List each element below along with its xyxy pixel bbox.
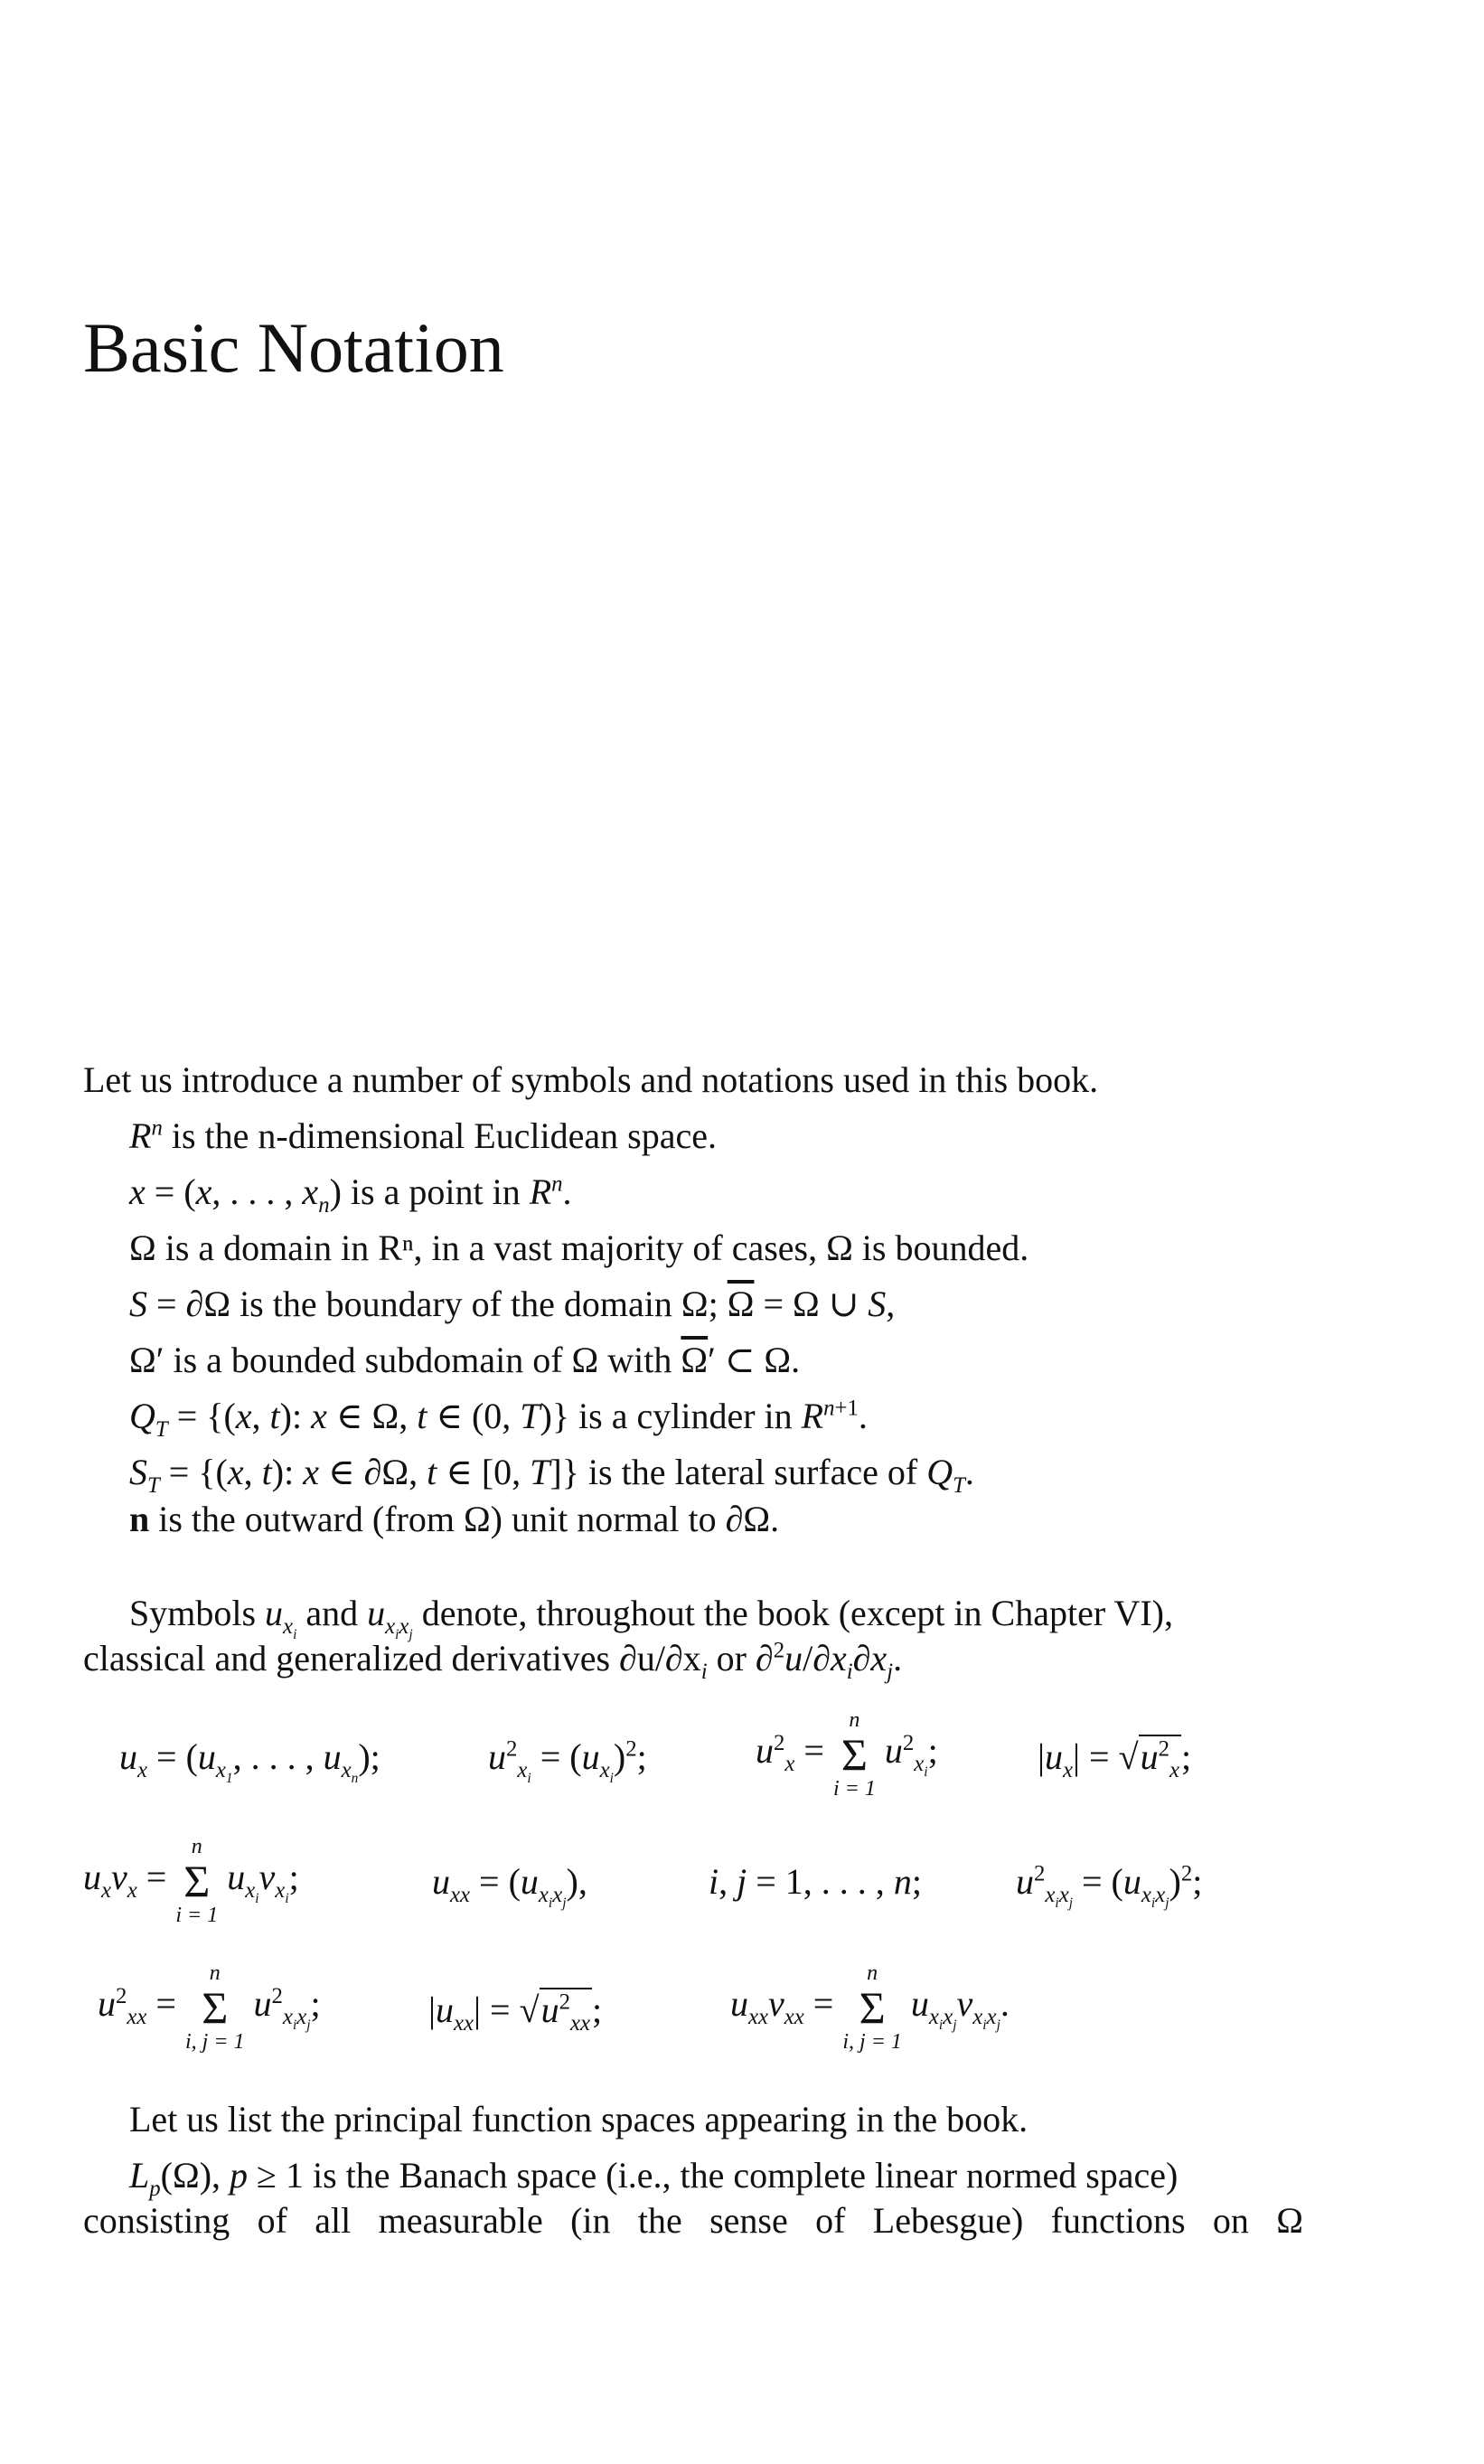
list-item: $Q_T = \{(x$, t): x ∈ Ω, t ∈ (0, T)} is a cylinder in $R^{n+1}$.	[129, 1396, 868, 1442]
intro-paragraph: Let us introduce a number of symbols and notations used in this book.	[83, 1059, 1099, 1100]
formula: $u_xv_x$ = n Σ i = 1 $u_{x_i}v_{x_i}$;	[83, 1835, 299, 1927]
formula: $u_{xx}v_{xx}$ = n Σ i, j = 1 $u_{x_ix_j}v_{x_ix_j}$.	[730, 1961, 1010, 2054]
list-item: Ω is a domain in Rⁿ, in a vast majority of cases, Ω is bounded.	[129, 1227, 1029, 1268]
paragraph-line: Let us list the principal function spaces appearing in the book.	[129, 2099, 1028, 2140]
formula: $u^2_{x_ix_j} = (u_{x_ix_j})^2$;	[1016, 1861, 1203, 1911]
paragraph-line: $L_p(\Omega)$, p ≥ 1 is the Banach space (i.e., the complete linear normed space)	[129, 2155, 1179, 2201]
list-item: $R^n$ is the n-dimensional Euclidean space.	[129, 1115, 717, 1156]
formula: $u_{xx} = (u_{x_ix_j})$,	[432, 1861, 587, 1911]
list-item: n is the outward (from Ω) unit normal to ∂Ω.	[129, 1499, 780, 1539]
formula: i, j = 1, . . . , n;	[709, 1861, 922, 1902]
formula: $u_x = (u_{x_1}$, . . . , $u_{x_n}$);	[119, 1736, 380, 1786]
formula: $|u_x| = √u^2_x$;	[1038, 1736, 1192, 1782]
list-item: x = (x, . . . , $x_n$) is a point in $R^n$.	[129, 1171, 572, 1218]
formula: $|u_{xx}| = √u^2_{xx}$;	[428, 1989, 603, 2036]
list-item: S = ∂Ω is the boundary of the domain Ω; $\overline{\Omega} = \Omega$ ∪ S,	[129, 1284, 896, 1324]
paragraph-line: Symbols $u_{x_i}$ and $u_{x_ix_j}$ denote, throughout the book (except in Chapter VI),	[129, 1593, 1173, 1642]
list-item: $S_T = \{(x$, t): x ∈ ∂Ω, t ∈ [0, T]} is the lateral surface of $Q_T$.	[129, 1452, 974, 1498]
paragraph-line: classical and generalized derivatives $\partial u/\partial x_i$ or $\partial^2u/\partial x_i\partial x_j$.	[83, 1638, 903, 1684]
formula: $u^2_x$ = n Σ i = 1 $u^2_{x_i}$;	[756, 1708, 938, 1801]
formula: $u^2_{x_i} = (u_{x_i})^2$;	[488, 1736, 647, 1786]
page-title: Basic Notation	[83, 308, 504, 387]
paragraph-line: consisting of all measurable (in the sense of Lebesgue) functions on Ω	[83, 2200, 1303, 2241]
list-item: Ω′ is a bounded subdomain of Ω with $\overline{\Omega}'$ ⊂ Ω.	[129, 1340, 801, 1380]
formula: $u^2_{xx}$ = n Σ i, j = 1 $u^2_{x_ix_j}$;	[98, 1961, 321, 2054]
